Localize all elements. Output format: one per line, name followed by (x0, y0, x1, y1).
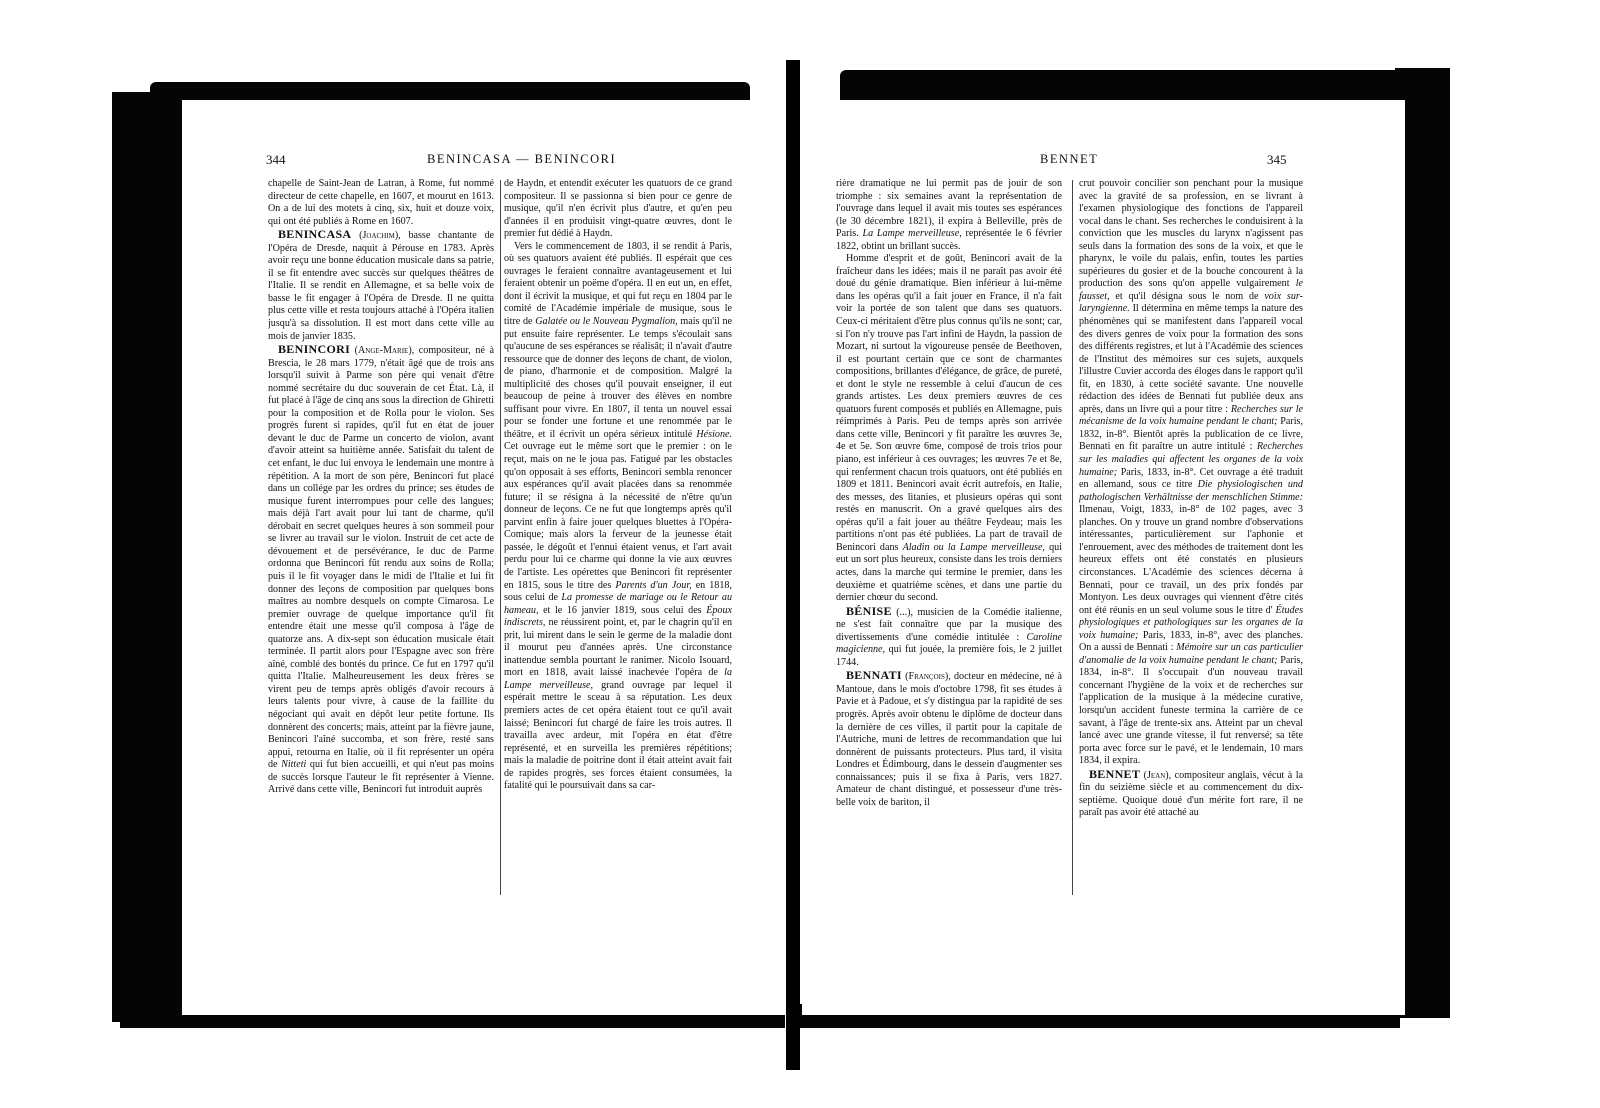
entry-text: Ilmenau, Voigt, 1833, in-8° de 102 pages, avec 3 planches. On y trouve un grand nombre d'observations intéressantes, particulièrement sur l'aphonie et l'enrouement, avec des méthodes de traitement dont les heureux effets ont été constatés en plusieurs circonstances. L'Académie des sciences décerna à Bennati, pour ce travail, un des prix fondés par Montyon. Les deux ouvrages qui viennent d'être cités ont été réunis en un seul volume sous le titre d' (1079, 504, 1303, 616)
entry-text: compositeur anglais, vécut à la fin du seizième siècle et au commencement du dix-septième. Quoique doué d'un mérite fort rare, il ne paraît pas avoir été attaché au (1079, 769, 1303, 819)
right-column-2 (1079, 178, 1303, 898)
forename: (Joachim), (359, 230, 401, 242)
entry-benincori (268, 343, 494, 797)
entry-text: rière dramatique ne lui permit pas de jouir de son triomphe : six semaines avant la représentation de l'ouvrage dans lequel il avait mis toutes ses espérances (le 30 décembre 1821), il expira à Belleville, près de Paris. (836, 178, 1062, 240)
entry-text: Homme d'esprit et de goût, Benincori avait de la fraîcheur dans les idées; mais il ne paraît pas avoir été doué du génie dramatique. Bien inférieur à lui-même dans les opéras qu'il a fait jouer en France, il n'a fait voir la portée de son talent que dans ses quatuors. Ceux-ci méritaient d'être plus connus qu'ils ne sont; car, si l'on n'y trouve pas l'art infini de Haydn, la passion de Mozart, ni surtout la vigoureuse pensée de Beethoven, il est pourtant certain que ce sont de charmantes compositions, brillantes d'élégance, de grâce, de pureté, et dont le style ne ressemble à celui d'aucun de ces grands artistes. Les deux premiers œuvres de ces quatuors furent composés et publiés en Allemagne, puis réimprimés à Paris. Peu de temps après son arrivée dans cette ville, Benincori y fit paraître les œuvres 3e, 4e et 5e. Son œuvre 6me, composé de trois trios pour piano, est inférieur à ces ouvrages; les œuvres 7e et 8e, qui renferment chacun trois quatuors, ont été publiés en 1809 et 1811. Benincori avait écrit autrefois, en Italie, des messes, des litanies, et plusieurs opéras qui sont restés en manuscrit. On a gravé quelques airs des opéras qu'il a fait jouer au théâtre Feydeau; mais les partitions n'ont pas été publiées. La part de travail de Benincori dans (836, 253, 1062, 553)
entry-benincasa (268, 228, 494, 343)
entry-paragraph (504, 241, 732, 793)
entry-text: Paris, 1832, in-8°. Bientôt après la publication de ce livre, Bennati en fit paraître un autre intitulé : (1079, 416, 1303, 453)
entry-text: et le 16 janvier 1819, sous celui des (543, 604, 702, 616)
column-rule (500, 180, 501, 895)
entry-continuation: de Haydn, et entendit exécuter les quatuors de ce grand compositeur. Il se passionna si bien pour ce genre de musique, qu'il n'en écrivit plus d'autre, et qu'en peu d'années il en produisit vingt-quatre œuvres, dont le premier fut dédié à Haydn. (504, 178, 732, 240)
entry-text: ne réussirent point, et, par le chagrin qu'il en prit, lui mirent dans le sein le germe de la maladie dont il mourut peu d'années après. Une circonstance inattendue sembla pourtant le ranimer. Nicolo Isouard, mort en 1818, avait laissé inachevée l'opéra de (504, 617, 732, 679)
work-title: Caroline magicienne, (836, 631, 1062, 656)
entry-continuation (1079, 178, 1303, 768)
headword: BENNET (1089, 766, 1141, 781)
work-title: Parents d'un Jour, (615, 579, 692, 591)
work-title: Recherches sur les maladies qui affectent les organes de la voix humaine; (1079, 441, 1303, 478)
left-column-2 (504, 178, 732, 898)
entry-text: représentée le 6 février 1822, obtint un brillant succès. (836, 228, 1062, 252)
entry-bennet (1079, 768, 1303, 820)
entry-continuation: chapelle de Saint-Jean de Latran, à Rome, fut nommé directeur de cette chapelle, en 1607, et mourut en 1613. On a de lui des motets à cinq, six, huit et douze voix, qui ont été publiés à Rome en 1607. (268, 178, 494, 227)
book-gutter (786, 60, 800, 1070)
work-title: Époux indiscrets, (504, 604, 732, 629)
entry-text: qui fut jouée, la première fois, le 2 juillet 1744. (836, 644, 1062, 668)
work-title: La promesse de mariage ou le Retour au hameau, (504, 592, 732, 616)
entry-text: qui eut un sort plus heureux, consiste dans les trois derniers actes, dans la marche qui termine le premier, dans les deuxième et quatrième scènes, et dans une partie du dernier chœur du second. (836, 541, 1062, 604)
right-column-1 (836, 178, 1062, 898)
forename: (François), (905, 671, 951, 683)
entry-text: basse chantante de l'Opéra de Dresde, naquit à Pérouse en 1783. Après avoir reçu une bonne éducation musicale dans sa patrie, il se fit entendre avec succès sur quelques théâtres de l'Italie. Il se rendit en Allemagne, et sa belle voix de basse le fit engager à l'Opéra de Dresde. Il ne quitta plus cette ville et resta toujours attaché à l'Opéra italien jusqu'à sa dissolution. Il est mort dans cette ville au mois de janvier 1835. (268, 230, 494, 342)
work-title: La Lampe merveilleuse, (862, 228, 962, 240)
headword: BÉNISE (846, 603, 892, 618)
entry-text: Paris, 1833, in-8°. Cet ouvrage a été traduit en allemand, sous ce titre (1079, 466, 1303, 491)
entry-text: grand ouvrage par lequel il espérait mettre le sceau à sa réputation. Les deux premiers actes de cet opéra étaient tout ce qu'il avait laissé; Benincori fut chargé de faire les trois autres. Il travailla avec ardeur, mit l'opéra en état d'être représenté, et en surveilla les premières répétitions; mais la maladie de poitrine dont il était atteint avait fait de rapides progrès, ses forces étaient consumées, la fatalité qui le poursuivait dans sa car- (504, 679, 732, 792)
entry-text: mais qu'il ne put ensuite faire représenter. Le temps s'écoulait sans qu'aucune de ses espérances se réalisât; il n'avait d'autre ressource que de donner des leçons de chant, de violon, de piano, d'harmonie et de composition. Malgré la multiplicité des choses qu'il pouvait enseigner, il eut beaucoup de peine à trouver des élèves en nombre suffisant pour vivre. En 1807, il tenta un nouvel essai pour se fonder une fortune et une renommée par le théâtre, et il écrivit un opéra sérieux intitulé (504, 316, 732, 440)
headword: BENINCASA (278, 227, 352, 242)
forename: (Jean), (1143, 769, 1172, 781)
left-page-number: 344 (266, 152, 286, 167)
entry-text: docteur en médecine, né à Mantoue, dans le mois d'octobre 1798, fit ses études à Pavie et à Padoue, et s'y distingua par la rapidité de ses progrès. Après avoir obtenu le diplôme de docteur dans la dernière de ces villes, il partit pour la capitale de l'Autriche, muni de lettres de recommandation que lui donnèrent de puissants protecteurs. Plus tard, il visita Londres et Édimbourg, dans le dessein d'augmenter ses connaissances; puis il se fixa à Paris, vers 1827. Amateur de chant distingué, et possesseur d'une très-belle voix de bariton, il (836, 671, 1062, 808)
forename: (Ange-Marie), (354, 345, 415, 357)
left-running-title: BENINCASA — BENINCORI (427, 152, 617, 166)
work-title: voix sur-laryngienne. (1079, 290, 1303, 315)
work-title: Hésione. (696, 428, 732, 440)
entry-bennati (836, 669, 1062, 809)
work-title: Nitteti (281, 759, 307, 771)
entry-text: crut pouvoir concilier son penchant pour la musique avec la gravité de sa profession, en se livrant à l'examen physiologique des fonctions de l'appareil vocal dans le chant. Ses recherches le conduisirent à la conviction que les muscles du larynx n'agissent pas seuls dans la formation des sons de la voix, et que le pharynx, le voile du palais, enfin, toutes les parties supérieures du gosier et de la bouche concourent à la production des sons qu'on appelle vulgairement (1079, 178, 1303, 290)
entry-text: qui fut bien accueilli, et qui n'eut pas moins de succès lorsque l'auteur le fit représenter à Vienne. Arrivé dans cette ville, Benincori fut introduit auprès (268, 759, 494, 796)
right-page-number: 345 (1267, 152, 1287, 167)
right-page (802, 100, 1405, 1015)
headword: BENINCORI (278, 342, 351, 357)
work-title: Die physiologischen und pathologischen Verhältnisse der menschlichen Stimme: (1079, 479, 1303, 503)
work-title: Mémoire sur un cas particulier d'anomalie de la voix humaine pendant le chant; (1079, 642, 1303, 666)
entry-text: compositeur, né à Brescia, le 28 mars 1779, n'était âgé que de trois ans lorsqu'il suivit à Parme son père qui venait d'être nommé secrétaire du duc souverain de cet État. Là, il fut placé à l'âge de cinq ans sous la direction de Ghiretti pour la composition et de Rolla pour le violon. Ses progrès furent si rapides, qu'il fut en état de jouer devant le duc de Parme un concerto de violon, avant d'avoir atteint sa huitième année. Satisfait du talent de cet enfant, le duc lui envoya le lendemain une montre à répétition. A la mort de son père, Benincori fut placé dans un collége par les ordres du prince; ses études de musique furent interrompues pour celle des langues; mais déjà l'art avait pour lui tant de charme, qu'il dérobait en secret quelques heures à son sommeil pour se livrer au travail sur le violon. Instruit de cet acte de dévouement et de persévérance, le duc de Parme ordonna que Benincori fût rendu aux soins de Rolla; puis il le fit voyager dans le midi de l'Italie et lui fit donner des leçons de composition par quelques bons maîtres au nombre desquels on compte Cimarosa. Le premier ouvrage de quelque importance qu'il fit entendre était une messe qu'il composa à l'âge de quatorze ans. A dix-sept son éducation musicale était terminée. Il partit alors pour l'Espagne avec son frère aîné, comblé des bontés du prince. Ce fut en 1797 qu'il quitta l'Italie. Malheureusement les deux frères se virent peu de temps après obligés d'avoir recours à leurs talents pour vivre, à cause de la faillite du négociant qui avait en dépôt leur petite fortune. Ils donnèrent des concerts; mais, atteint par la fièvre jaune, Benincori l'aîné succomba, et son frère, resté sans appui, retourna en Italie, où il fit représenter un opéra de (268, 345, 494, 771)
left-page (182, 100, 785, 1015)
entry-text: en 1818, sous celui de (504, 579, 732, 604)
work-title: Galatée ou le Nouveau Pygmalion, (535, 316, 678, 328)
right-running-title: BENNET (1040, 152, 1099, 166)
entry-benise (836, 605, 1062, 670)
entry-paragraph (836, 253, 1062, 604)
work-title: Études physiologiques et pathologiques sur les organes de la voix humaine; (1079, 604, 1303, 641)
entry-text: Vers le commencement de 1803, il se rendit à Paris, où ses quatuors avaient été publiés. Il espérait que ces ouvrages le feraient connaître avantageusement et lui feraient obtenir un poëme d'opéra. Il en eut un, en effet, dont il écrivit la musique, et qui fut reçu en 1804 par le comité de l'Académie impériale de musique, sous le titre de (504, 240, 732, 328)
entry-continuation (836, 178, 1062, 253)
work-title: Recherches sur le mécanisme de la voix humaine pendant le chant; (1079, 403, 1303, 428)
work-title: la Lampe merveilleuse, (504, 667, 732, 691)
forename: (...), (896, 606, 914, 618)
entry-text: musicien de la Comédie italienne, ne s'est fait connaître que par la musique des divertissements d'une comédie intitulée : (836, 606, 1062, 643)
headword: BENNATI (846, 668, 902, 683)
entry-text: Il détermina en même temps la nature des phénomènes qui se manifestent dans l'appareil vocal des divers genres de voix pour la formation des sons des différents registres, et lut à l'Académie des sciences de l'Institut des mémoires sur ces sujets, auxquels l'illustre Cuvier accorda des éloges dans le rapport qu'il fit, en 1830, à cette société savante. Une nouvelle rédaction des idées de Bennati fut publiée deux ans après, dans un livre qui a pour titre : (1079, 303, 1303, 415)
entry-text: Cet ouvrage eut le même sort que le premier : on le reçut, mais on ne le joua pas. Fatigué par les obstacles qu'on opposait à ses efforts, Benincori sembla renoncer aux espérances qu'il avait placées dans sa renommée future; il se résigna à la nécessité de n'être qu'un donneur de leçons. Ce ne fut que longtemps après qu'il parvint enfin à faire jouer quelques bluettes à l'Opéra-Comique; mais alors la ferveur de la jeunesse était passée, le dégoût et l'ennui étaient venus, et l'art avait perdu pour lui ce charme qui donne la vie aux œuvres de l'artiste. Les opérettes que Benincori fit représenter en 1815, sous le titre des (504, 441, 732, 591)
work-title: Aladin ou la Lampe merveilleuse, (902, 541, 1045, 553)
left-column-1 (268, 178, 494, 898)
entry-text: Paris, 1833, in-8°, avec des planches. On a aussi de Bennati : (1079, 629, 1303, 654)
column-rule (1072, 180, 1073, 895)
entry-text: Paris, 1834, in-8°. Il s'occupait d'un nouveau travail concernant l'hygiène de la voix et de recherches sur l'application de la musique à la médecine curative, lorsqu'un accident funeste termina la carrière de ce savant, à l'âge de trente-six ans. Atteint par un cheval lancé avec une grande vitesse, il fut renversé; sa tête porta avec force sur le pavé, et le lendemain, 10 mars 1834, il expira. (1079, 654, 1303, 767)
entry-text: et qu'il désigna sous le nom de (1115, 290, 1259, 302)
work-title: le fausset, (1079, 278, 1303, 302)
